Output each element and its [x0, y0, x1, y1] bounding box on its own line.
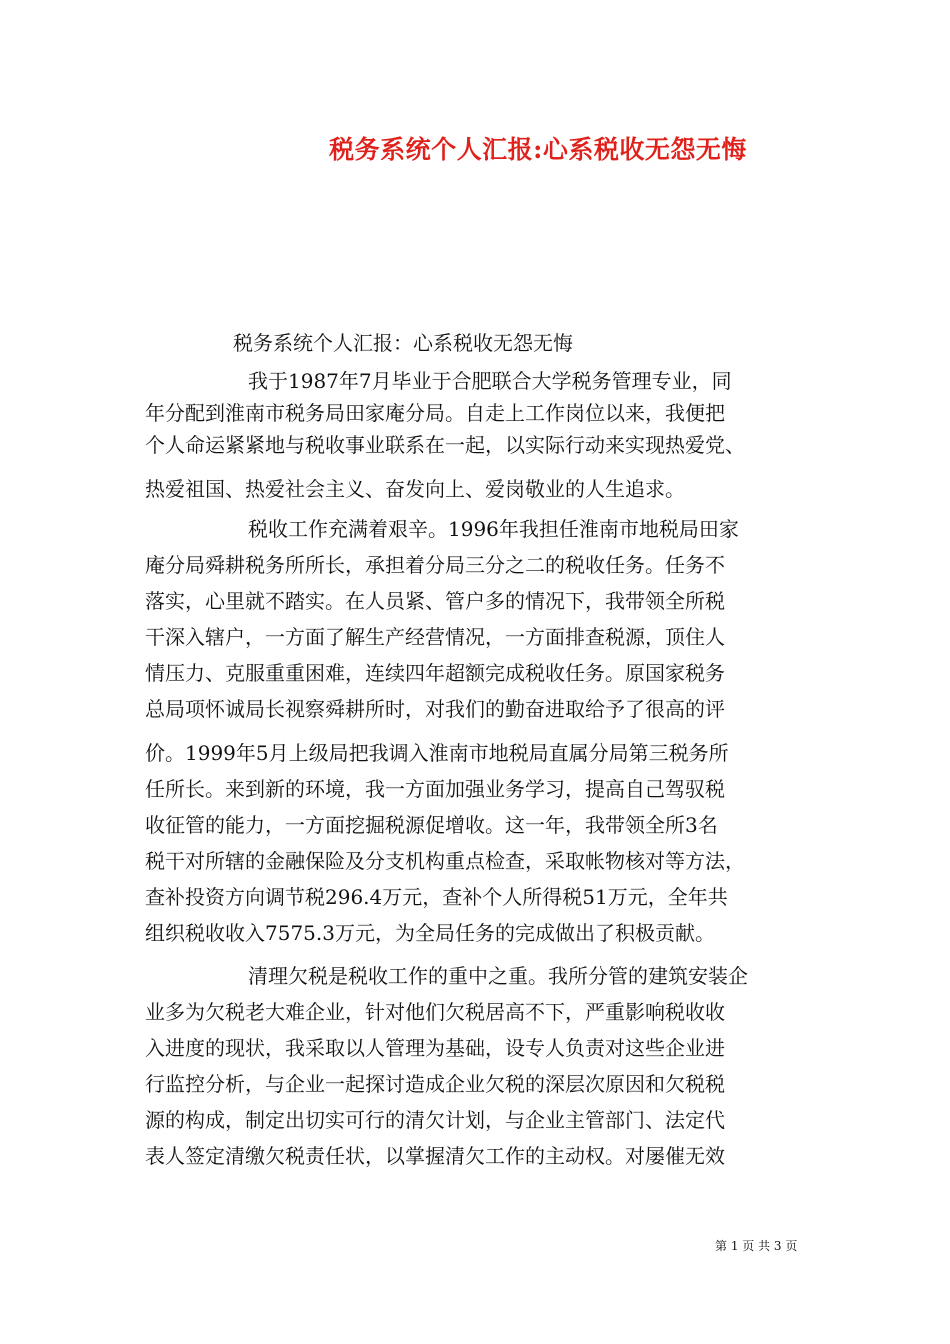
paragraph-line: 收征管的能力，一方面挖掘税源促增收。这一年，我带领全所3名: [145, 813, 718, 837]
paragraph-line: 组织税收收入7575.3万元，为全局任务的完成做出了积极贡献。: [145, 921, 715, 945]
paragraph-line: 价。1999年5月上级局把我调入淮南市地税局直属分局第三税务所: [145, 741, 729, 765]
page-number-footer: 第 1 页 共 3 页: [715, 1239, 798, 1253]
paragraph-line: 我于1987年7月毕业于合肥联合大学税务管理专业，同: [248, 369, 732, 393]
paragraph-line: 入进度的现状，我采取以人管理为基础，设专人负责对这些企业进: [145, 1036, 725, 1060]
paragraph-line: 税收工作充满着艰辛。1996年我担任淮南市地税局田家: [248, 517, 739, 541]
document-title: 税务系统个人汇报:心系税收无怨无悔: [329, 135, 747, 164]
paragraph-line: 清理欠税是税收工作的重中之重。我所分管的建筑安装企: [248, 964, 748, 988]
paragraph-line: 个人命运紧紧地与税收事业联系在一起，以实际行动来实现热爱党、: [145, 433, 745, 457]
paragraph-line: 情压力、克服重重困难，连续四年超额完成税收任务。原国家税务: [145, 661, 725, 685]
paragraph-line: 总局项怀诚局长视察舜耕所时，对我们的勤奋进取给予了很高的评: [145, 697, 725, 721]
document-subtitle: 税务系统个人汇报：心系税收无怨无悔: [233, 331, 573, 355]
paragraph-line: 行监控分析，与企业一起探讨造成企业欠税的深层次原因和欠税税: [145, 1072, 725, 1096]
paragraph-line: 热爱祖国、热爱社会主义、奋发向上、爱岗敬业的人生追求。: [145, 477, 685, 501]
paragraph-line: 年分配到淮南市税务局田家庵分局。自走上工作岗位以来，我便把: [145, 401, 725, 425]
paragraph-line: 表人签定清缴欠税责任状，以掌握清欠工作的主动权。对屡催无效: [145, 1144, 725, 1168]
paragraph-line: 任所长。来到新的环境，我一方面加强业务学习，提高自己驾驭税: [145, 777, 725, 801]
paragraph-line: 查补投资方向调节税296.4万元，查补个人所得税51万元，全年共: [145, 885, 728, 909]
paragraph-line: 税干对所辖的金融保险及分支机构重点检查，采取帐物核对等方法，: [145, 849, 745, 873]
paragraph-line: 庵分局舜耕税务所所长，承担着分局三分之二的税收任务。任务不: [145, 553, 725, 577]
paragraph-line: 落实，心里就不踏实。在人员紧、管户多的情况下，我带领全所税: [145, 589, 725, 613]
paragraph-line: 业多为欠税老大难企业，针对他们欠税居高不下，严重影响税收收: [145, 1000, 725, 1024]
paragraph-line: 干深入辖户，一方面了解生产经营情况，一方面排查税源，顶住人: [145, 625, 725, 649]
paragraph-line: 源的构成，制定出切实可行的清欠计划，与企业主管部门、法定代: [145, 1108, 725, 1132]
